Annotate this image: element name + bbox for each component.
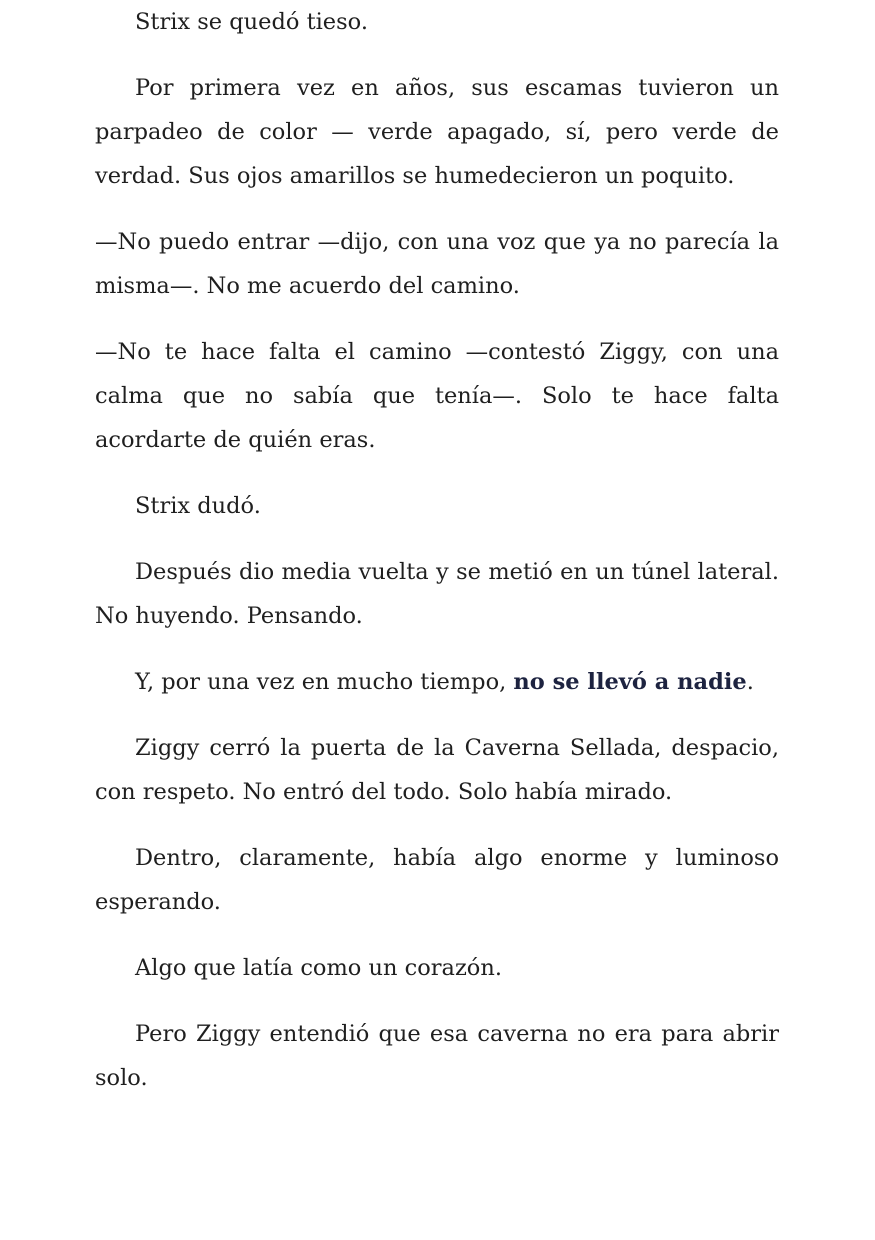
paragraph: Strix se quedó tieso. [135,9,368,35]
paragraph: Después dio media vuelta y se metió en un túnel lateral. No huyendo. Pensando. [95,559,779,629]
paragraph: Ziggy cerró la puerta de la Caverna Sellada, despacio, con respeto. No entró del todo. Solo había mirado. [95,735,779,805]
paragraph-with-emphasis [95,660,779,704]
paragraph: Pero Ziggy entendió que esa caverna no era para abrir solo. [95,1021,779,1091]
dialogue-paragraph: —No te hace falta el camino —contestó Ziggy, con una calma que no sabía que tenía—. Solo te hace falta acordarte de quién eras. [95,339,779,453]
paragraph: Algo que latía como un corazón. [135,955,502,981]
emphasized-text: no se llevó a nadie [513,669,747,695]
paragraph: Por primera vez en años, sus escamas tuvieron un parpadeo de color — verde apagado, sí, pero verde de verdad. Sus ojos amarillos se humedecieron un poquito. [95,75,779,189]
book-page [95,0,779,1122]
paragraph-text: . [746,669,754,695]
paragraph: Strix dudó. [135,493,261,519]
paragraph-text: Y, por una vez en mucho tiempo, [135,669,514,695]
dialogue-paragraph: —No puedo entrar —dijo, con una voz que ya no parecía la misma—. No me acuerdo del camino. [95,229,779,299]
paragraph: Dentro, claramente, había algo enorme y luminoso esperando. [95,845,779,915]
